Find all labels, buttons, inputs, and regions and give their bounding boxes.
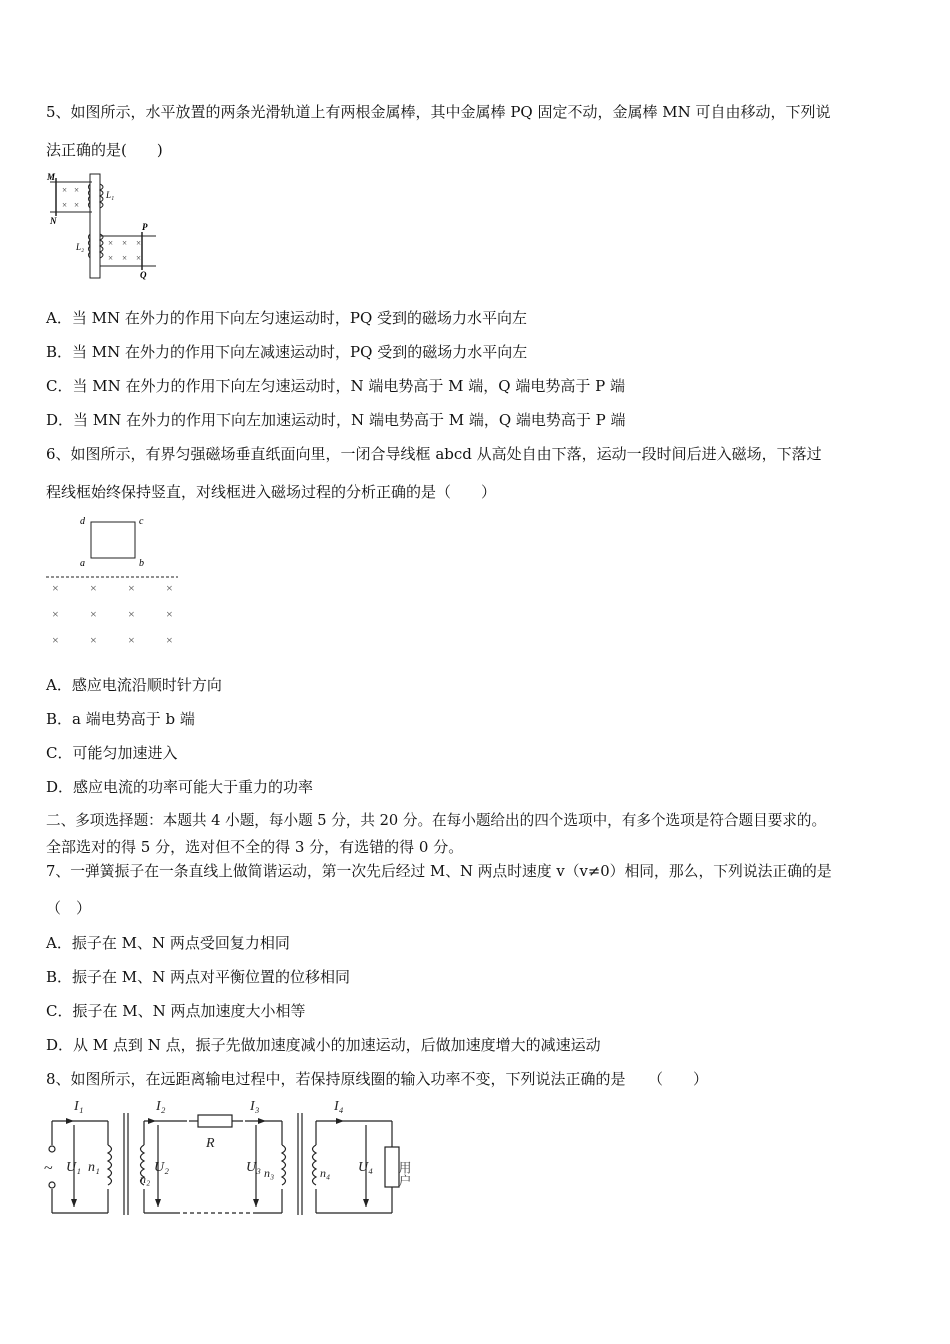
label-L2: L₂ (76, 242, 85, 252)
label-M: M (47, 172, 56, 182)
q6-stem-line2: 程线框始终保持竖直，对线框进入磁场过程的分析正确的是（ ） (46, 483, 497, 501)
q6-option-b: B．a 端电势高于 b 端 (46, 710, 195, 728)
svg-text:×: × (166, 581, 173, 595)
label-Q: Q (140, 270, 147, 280)
svg-text:×: × (128, 607, 135, 621)
q7-option-c: C．振子在 M、N 两点加速度大小相等 (46, 1002, 306, 1020)
q7-option-d: D．从 M 点到 N 点，振子先做加速度减小的加速运动，后做加速度增大的减速运动 (46, 1036, 601, 1054)
label-N: N (50, 216, 57, 226)
label-I4: I₄ (334, 1099, 344, 1114)
label-U1: U₁ (66, 1160, 81, 1175)
svg-text:×: × (128, 581, 135, 595)
svg-text:×: × (52, 633, 59, 647)
label-n4: n₄ (320, 1166, 331, 1180)
label-P: P (142, 222, 148, 232)
q7-option-b: B．振子在 M、N 两点对平衡位置的位移相同 (46, 968, 351, 986)
svg-text:×: × (52, 607, 59, 621)
label-source: ~ (44, 1160, 53, 1177)
svg-text:×: × (108, 238, 114, 248)
svg-text:×: × (166, 607, 173, 621)
q5-option-a: A．当 MN 在外力的作用下向左匀速运动时，PQ 受到的磁场力水平向左 (46, 309, 528, 327)
svg-text:×: × (108, 253, 114, 263)
q5-option-d: D．当 MN 在外力的作用下向左加速运动时，N 端电势高于 M 端，Q 端电势高于 P 端 (46, 411, 626, 429)
svg-text:×: × (90, 633, 97, 647)
q6-stem-line1: 6、如图所示，有界匀强磁场垂直纸面向里，一闭合导线框 abcd 从高处自由下落，运动一段时间后进入磁场，下落过 (46, 445, 822, 463)
q7-stem-line2: （ ） (46, 899, 92, 917)
label-I2: I₂ (156, 1099, 166, 1114)
svg-text:×: × (136, 238, 142, 248)
label-R: R (206, 1136, 215, 1151)
svg-text:×: × (122, 253, 128, 263)
label-I3: I₃ (250, 1099, 260, 1114)
q5-stem-line2: 法正确的是( ) (46, 141, 163, 159)
label-U3: U₃ (246, 1160, 261, 1175)
q7-stem-line1: 7、一弹簧振子在一条直线上做简谐运动，第一次先后经过 M、N 两点时速度 v（v≠0）相同，那么，下列说法正确的是 (46, 863, 832, 880)
q6-option-c: C．可能匀加速进入 (46, 744, 178, 762)
q6-option-a: A．感应电流沿顺时针方向 (46, 676, 222, 694)
label-L1: L₁ (106, 190, 115, 200)
svg-text:×: × (74, 185, 80, 195)
q5-figure (44, 170, 164, 280)
label-U4: U₄ (358, 1160, 373, 1175)
label-a: a (80, 558, 85, 569)
q8-stem: 8、如图所示，在远距离输电过程中，若保持原线圈的输入功率不变，下列说法正确的是 （ ） (46, 1070, 709, 1088)
section2-heading-line1: 二、多项选择题：本题共 4 小题，每小题 5 分，共 20 分。在每小题给出的四个选项中，有多个选项是符合题目要求的。 (46, 812, 827, 829)
q5-option-b: B．当 MN 在外力的作用下向左减速运动时，PQ 受到的磁场力水平向左 (46, 343, 528, 361)
label-d: d (80, 516, 85, 527)
svg-text:×: × (62, 200, 68, 210)
label-U2: U₂ (154, 1160, 169, 1175)
q8-figure (44, 1095, 424, 1220)
svg-text:×: × (128, 633, 135, 647)
svg-text:×: × (90, 581, 97, 595)
label-user: 用户 (396, 1161, 412, 1187)
section2-heading-line2: 全部选对的得 5 分，选对但不全的得 3 分，有选错的得 0 分。 (46, 838, 464, 856)
svg-text:×: × (90, 607, 97, 621)
svg-text:×: × (74, 200, 80, 210)
q5-stem-line1: 5、如图所示，水平放置的两条光滑轨道上有两根金属棒，其中金属棒 PQ 固定不动，金属棒 MN 可自由移动，下列说 (46, 103, 831, 121)
q5-option-c: C．当 MN 在外力的作用下向左匀速运动时，N 端电势高于 M 端，Q 端电势高于 P 端 (46, 377, 625, 395)
label-c: c (139, 516, 144, 527)
q6-figure (44, 510, 184, 650)
svg-text:×: × (62, 185, 68, 195)
svg-text:×: × (136, 253, 142, 263)
q6-option-d: D．感应电流的功率可能大于重力的功率 (46, 778, 314, 796)
label-I1: I₁ (74, 1099, 84, 1114)
label-n3: n₃ (264, 1166, 275, 1180)
label-n1: n₁ (88, 1160, 100, 1175)
svg-text:×: × (166, 633, 173, 647)
svg-text:×: × (52, 581, 59, 595)
q7-option-a: A．振子在 M、N 两点受回复力相同 (46, 934, 290, 952)
label-b: b (139, 558, 144, 569)
label-n2: n₂ (140, 1172, 151, 1186)
svg-text:×: × (122, 238, 128, 248)
